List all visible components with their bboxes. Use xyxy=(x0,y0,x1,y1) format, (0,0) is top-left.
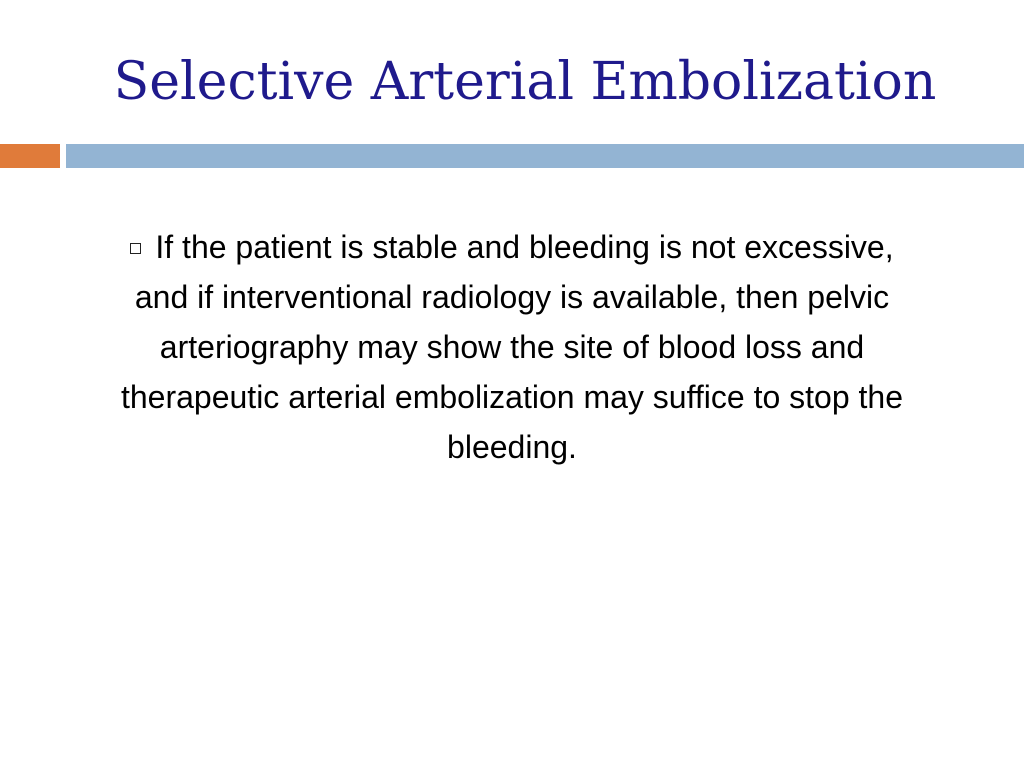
accent-bar-blue xyxy=(66,144,1024,168)
bullet-text: If the patient is stable and bleeding is not excessive, and if interventional radiology is available, then pelvic arteriography may show the site of blood loss and therapeutic arterial embolization may suffice to stop the bleeding. xyxy=(120,229,904,465)
bullet-list xyxy=(100,222,924,472)
slide-title: Selective Arterial Embolization xyxy=(113,52,937,112)
accent-bar-orange xyxy=(0,144,60,168)
bullet-item xyxy=(100,222,924,472)
hollow-square-bullet-icon xyxy=(130,243,141,254)
